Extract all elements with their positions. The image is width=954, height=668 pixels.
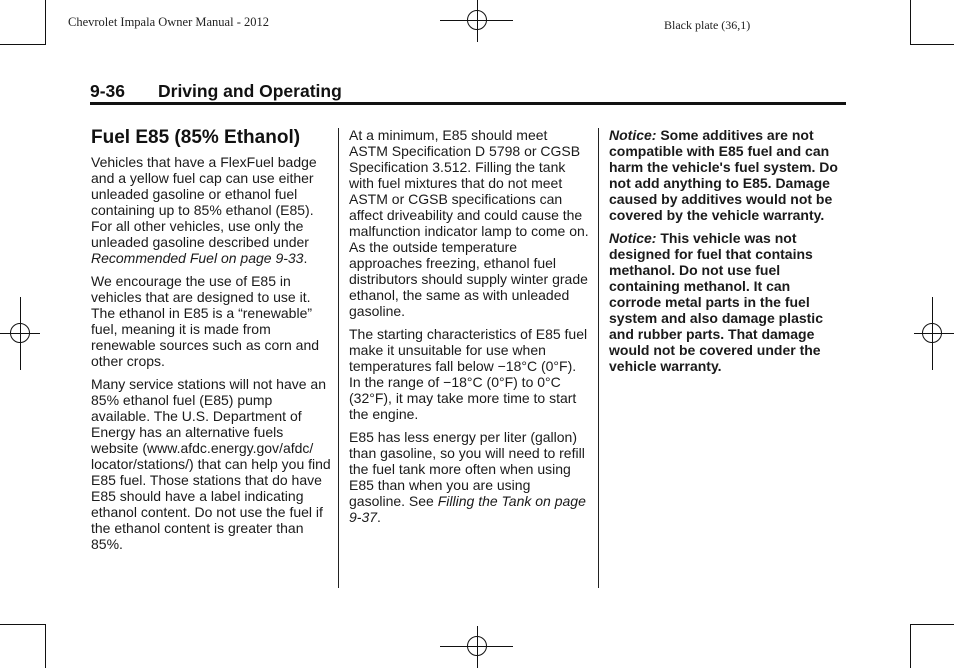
crop-mark-top-left-v [45,0,46,44]
notice-additives-text: Some additives are not compatible with E85 fuel and can harm the vehicle's fuel system. Do not add anything to E85. Damage caused by additives would not be covered by the vehicle warranty. [609,127,838,223]
paragraph-flexfuel [91,154,331,266]
paragraph-starting: The starting characteristics of E85 fuel make it unsuitable for use when temperatures fall below −18°C (0°F). In the range of −18°C (0°F) to 0°C (32°F), it may take more time to start the engine. [349,326,588,422]
notice-additives [609,127,845,223]
paragraph-energy-end: . [377,509,381,525]
article-heading: Fuel E85 (85% Ethanol) [91,127,301,148]
paragraph-astm-spec: At a minimum, E85 should meet ASTM Specification D 5798 or CGSB Specification 3.512. Filling the tank with fuel mixtures that do not meet ASTM or CGSB specifications can affect driveability and could cause the malfunction indicator lamp to come on. As the outside temperature approaches freezing, ethanol fuel distributors should supply winter grade ethanol, the same as with unleaded gasoline. [349,127,589,319]
registration-circle-left [10,323,30,343]
crop-mark-bottom-left-v [45,624,46,668]
paragraph-energy-text: E85 has less energy per liter (gallon) than gasoline, so you will need to refill the fuel tank more often when using E85 than when you are using gasoline. See [349,429,585,509]
notice-label: Notice: [609,127,657,143]
column-1 [91,127,331,559]
section-rule [90,102,846,105]
column-2 [349,127,589,532]
link-filling-tank[interactable]: Filling the Tank on page 9-37 [349,493,586,525]
registration-circle-right [922,323,942,343]
paragraph-energy [349,429,589,525]
registration-circle-top [467,10,487,30]
crop-mark-bottom-right-v [910,624,911,668]
section-title: Driving and Operating [158,81,342,101]
paragraph-flexfuel-text: Vehicles that have a FlexFuel badge and a yellow fuel cap can use either unleaded gasoline or ethanol fuel containing up to 85% ethanol (E85). For all other vehicles, use only the unleaded gasoline described under [91,154,317,250]
column-3 [609,127,845,381]
crop-mark-top-right-h [910,44,954,45]
paragraph-service-stations: Many service stations will not have an 85% ethanol fuel (E85) pump available. The U.S. Department of Energy has an alternative fuels website (www.afdc.energy.gov/afdc/ locator/stations/) that can help you find E85 fuel. Those stations that do have E85 should have a label indicating ethanol content. Do not use the fuel if the ethanol content is greater than 85%. [91,376,331,552]
registration-circle-bottom [467,636,487,656]
manual-title: Chevrolet Impala Owner Manual - 2012 [68,15,269,29]
column-divider-1 [338,128,339,588]
paragraph-renewable: We encourage the use of E85 in vehicles that are designed to use it. The ethanol in E85 is a “renewable” fuel, meaning it is made from renewable sources such as corn and other crops. [91,273,320,369]
column-divider-2 [598,128,599,588]
crop-mark-bottom-left-h [0,624,46,625]
paragraph-flexfuel-end: . [303,250,308,266]
crop-mark-top-right-v [910,0,911,44]
notice-methanol [609,230,845,374]
notice-label: Notice: [609,230,657,246]
link-recommended-fuel[interactable]: Recommended Fuel on page 9-33 [91,250,304,266]
crop-mark-top-left-h [0,44,46,45]
crop-mark-bottom-right-h [910,624,954,625]
notice-methanol-text: This vehicle was not designed for fuel that contains methanol. Do not use fuel containing methanol. It can corrode metal parts in the fuel system and also damage plastic and rubber parts. That damage would not be covered under the vehicle warranty. [609,230,823,374]
plate-label: Black plate (36,1) [664,18,751,32]
section-page-number: 9-36 [90,81,126,101]
